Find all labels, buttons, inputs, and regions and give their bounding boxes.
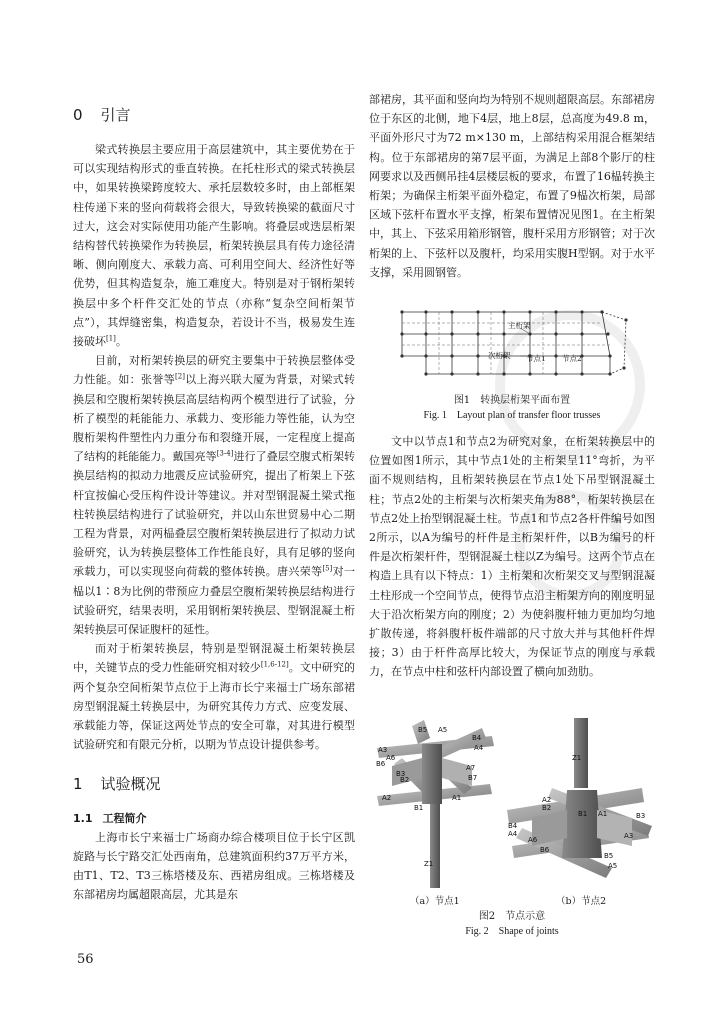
joint1-label: B5 xyxy=(418,726,428,734)
joint1-label: A4 xyxy=(474,744,484,752)
joint1-label: B6 xyxy=(376,760,386,768)
joint2-label: A2 xyxy=(542,796,552,804)
joint1-label: B7 xyxy=(468,774,478,782)
figure-2-caption-en: Fig. 2 Shape of joints xyxy=(465,926,559,937)
project-paragraph: 上海市长宁来福士广场商办综合楼项目位于长宁区凯旋路与长宁路交汇处西南角，总建筑面积约37万平方米，由T1、T2、T3三栋塔楼及东、西裙房组成。三栋塔楼及东部裙房均属超限高层，尤其是东 xyxy=(73,830,355,902)
joint1-label: A6 xyxy=(386,754,396,762)
section-number: 0 xyxy=(73,106,83,124)
label-node-2: 节点2 xyxy=(562,354,582,363)
citation: [5] xyxy=(322,564,333,573)
joint1-label: A5 xyxy=(438,726,448,734)
intro-paragraph-3: 而对于桁架转换层，特别是型钢混凝土桁架转换层中，关键节点的受力性能研究相对较少[1,6-12]。文中研究的两个复杂空间桁架节点位于上海市长宁来福士广场东部裙房型钢混凝土转换层中，为研究其传力方式、应变发展、承载能力等，保证这两处节点的安全可靠，对其进行模型试验研究和有限元分析，以期为节点设计提供参考。 xyxy=(73,642,356,752)
joints-paragraph: 文中以节点1和节点2为研究对象，在桁架转换层中的位置如图1所示，其中节点1处的主桁架呈11°弯折，为平面不规则结构，且桁架转换层在节点1处下吊型钢混凝土柱；节点2处的主桁架与次桁架夹角为88°，桁架转换层在节点2处上抬型钢混凝土柱。节点1和节点2各杆件编号如图2所示，以A为编号的杆件是主桁架杆件，以B为编号的杆件是次桁架杆件，型钢混凝土柱以Z为编号。这两个节点在构造上具有以下特点：1）主桁架和次桁架交叉与型钢混凝土柱形成一个空间节点，使得节点沿主桁架方向的刚度明显大于沿次桁架方向的刚度；2）为使斜腹杆轴力更加均匀地扩散传递，将斜腹杆板件端部的尺寸放大并与其他杆件焊接；3）由于杆件高厚比较大，为保证节点的刚度与承载力，在节点中柱和弦杆内部设置了横向加劲肋。 xyxy=(369,435,655,679)
section-1-heading xyxy=(73,773,355,795)
joint1-label: A1 xyxy=(452,794,462,802)
figure-2-caption-cn: 图2 节点示意 xyxy=(478,911,546,922)
joint1-label: Z1 xyxy=(424,860,434,868)
figure-1-caption-en: Fig. 1 Layout plan of transfer floor trusses xyxy=(423,410,601,421)
joint1-label: B2 xyxy=(400,776,410,784)
intro-paragraph-2: 目前，对桁架转换层的研究主要集中于转换层整体受力性能。如：张誉等[2]以上海兴联大厦为背景，对梁式转换层和空腹桁架转换层高层结构两个模型进行了试验，分析了模型的耗能能力、承载力、变形能力等性能，认为空腹桁架构件塑性内力重分布和裂缝开展，一定程度上提高了结构的耗能能力。戴国亮等[3-4]进行了叠层空腹式桁架转换层结构的拟动力地震反应试验研究，提出了桁架上下弦杆宜按偏心受压构件设计等建议。并对型钢混凝土梁式拖柱转换层结构进行了试验研究，并以山东世贸易中心二期工程为背景，对两榀叠层空腹桁架转换层进行了拟动力试验研究，认为转换层整体工作性能良好，具有足够的竖向承载力，可以实现竖向荷载的整体转换。唐兴荣等[5]对一榀以1∶8为比例的带预应力叠层空腹桁架转换层结构进行试验研究，结果表明，采用钢桁架转换层、型钢混凝土桁架转换层可保证腹杆的延性。 xyxy=(73,354,356,637)
section-number: 1 xyxy=(73,774,83,793)
joint2-label: B1 xyxy=(578,810,588,818)
figure-2b-caption: （b）节点2 xyxy=(556,896,607,907)
joint2-label: B3 xyxy=(636,812,646,820)
section-0-heading xyxy=(73,104,355,126)
label-node-1: 节点1 xyxy=(526,354,546,363)
subsection-title: 工程简介 xyxy=(102,811,147,825)
joint1-label: A7 xyxy=(466,764,476,772)
page-number: 56 xyxy=(77,952,94,967)
joint2-label: Z1 xyxy=(572,754,582,762)
figure-1-truss-layout xyxy=(396,298,628,388)
joint2-label: B2 xyxy=(542,804,552,812)
citation: [1] xyxy=(106,334,116,343)
joint2-label: B5 xyxy=(604,852,614,860)
subsection-number: 1.1 xyxy=(73,811,93,825)
label-secondary-truss: 次桁架 xyxy=(488,351,511,360)
joint2-label: A4 xyxy=(508,830,518,838)
citation: [3-4] xyxy=(216,449,234,458)
right-column xyxy=(369,90,655,282)
joint1-label: B4 xyxy=(472,734,482,742)
subsection-1-1-heading xyxy=(73,809,355,828)
right-column-lower xyxy=(369,432,655,682)
joint1-label: B3 xyxy=(396,770,406,778)
joint1-label: A2 xyxy=(382,794,392,802)
joint1-label: A3 xyxy=(378,746,388,754)
joint2-label: B6 xyxy=(540,846,550,854)
left-column xyxy=(73,104,355,904)
project-paragraph-continued: 部裙房，其平面和竖向均为特别不规则超限高层。东部裙房位于东区的北侧，地下4层，地上8层，总高度为49.8 m，平面外形尺寸为72 m×130 m，上部结构采用混合框架结构。位于东部裙房的第7层平面，为满足上部8个影厅的柱网要求以及西侧吊挂4层楼层板的要求，布置了16榀转换主桁架；为确保主桁架平面外稳定，布置了9榀次桁架，局部区域下弦杆布置水平支撑，桁架布置情况见图1。在主桁架中，其上、下弦采用箱形钢管，腹杆采用方形钢管；对于次桁架的上、下弦杆以及腹杆，均采用实腹H型钢。对于水平支撑，采用圆钢管。 xyxy=(369,93,655,279)
intro-paragraph-1: 梁式转换层主要应用于高层建筑中，其主要优势在于可以实现结构形式的垂直转换。在托柱形式的梁式转换层中，如果转换梁跨度较大、承托层数较多时，由上部框架柱传递下来的竖向荷载将会很大，导致转换梁的截面尺寸过大，这会对实际使用功能产生影响。将叠层或迭层桁架结构替代转换梁作为转换层，桁架转换层具有传力途径清晰、侧向刚度大、承载力高、可利用空间大、经济性好等优势，但其构造复杂，施工难度大。特别是对于钢桁架转换层中多个杆件交汇处的节点（亦称“复杂空间桁架节点”），其焊缝密集，构造复杂，若设计不当，极易发生连接破坏[1]。 xyxy=(73,143,355,349)
joint-2-drawing xyxy=(507,718,652,878)
joint2-label: A6 xyxy=(528,836,538,844)
section-title: 试验概况 xyxy=(100,774,161,793)
citation: [2] xyxy=(175,372,185,381)
figure-2a-caption: （a）节点1 xyxy=(410,896,460,907)
joint2-label: A3 xyxy=(624,832,634,840)
section-title: 引言 xyxy=(100,106,131,124)
citation: [1,6-12] xyxy=(260,660,289,669)
figure-1-caption-cn: 图1 转换层桁架平面布置 xyxy=(453,395,571,406)
figure-2-joints xyxy=(372,718,657,890)
joint2-label: A5 xyxy=(608,862,618,870)
joint1-label: B1 xyxy=(414,804,424,812)
label-main-truss: 主桁架 xyxy=(508,321,531,330)
joint2-label: B4 xyxy=(508,822,518,830)
joint2-label: A1 xyxy=(598,810,608,818)
